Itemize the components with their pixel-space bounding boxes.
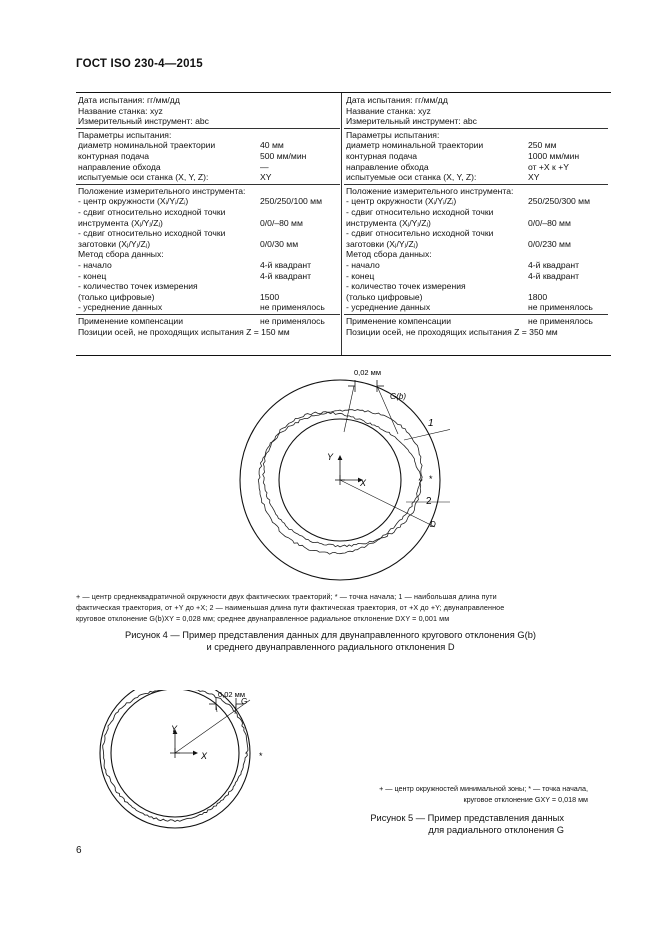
table-cell-label: Название станка: xyz [78, 105, 163, 116]
table-cell-label: - сдвиг относительно исходной точки [78, 228, 226, 239]
table-row [78, 130, 338, 141]
table-block-separator [76, 184, 340, 185]
table-cell-value: 500 мм/мин [260, 151, 307, 161]
figure-4-caption-line-2: и среднего двунаправленного радиального отклонения D [206, 642, 455, 652]
table-cell-label: - сдвиг относительно исходной точки [78, 207, 226, 217]
figure-4-legend [76, 591, 616, 624]
table-row [346, 327, 606, 338]
figure-4-axis-x: X [360, 478, 367, 488]
figure-4-start-marker: * [429, 474, 433, 484]
figure-4-scale-label: 0,02 мм [354, 368, 381, 377]
table-row [346, 228, 606, 239]
test-parameters-table [76, 92, 611, 356]
table-row [78, 186, 338, 197]
table-cell-label: - начало [346, 260, 380, 270]
table-cell-value: XY [260, 172, 272, 183]
figure-5-caption-line-2: для радиального отклонения G [428, 825, 564, 835]
table-cell-label: направление обхода [346, 161, 429, 172]
figure-4-label-gb: G(b) [390, 392, 406, 401]
table-cell-label: - усреднение данных [346, 302, 431, 313]
table-row [346, 196, 606, 207]
table-cell-value: 0/0/–80 мм [260, 217, 303, 228]
table-row [78, 140, 338, 151]
page-number: 6 [76, 845, 82, 856]
table-block-separator [76, 314, 340, 315]
figure-5-caption [310, 812, 564, 836]
table-block-separator [76, 128, 340, 129]
figure-4-legend-line-2: фактическая траектория, от +Y до +X; 2 — наименьшая длина пути фактическая траектория, от +X до +Y; двунаправленное [76, 603, 505, 612]
table-row [346, 116, 606, 127]
table-cell-value: 1500 [260, 291, 280, 302]
table-cell-label: - конец [78, 270, 107, 281]
table-cell-label: Измерительный инструмент: abc [78, 116, 209, 127]
table-row [78, 249, 338, 260]
table-cell-value: 4-й квадрант [528, 260, 580, 270]
document-header: ГОСТ ISO 230-4—2015 [76, 58, 203, 70]
table-cell-label: - усреднение данных [78, 302, 163, 313]
table-cell-value: не применялось [528, 316, 593, 326]
table-cell-label: (только цифровые) [346, 291, 423, 302]
figure-4-label-1: 1 [428, 418, 434, 429]
table-row [78, 228, 338, 239]
figure-5-axis-y: Y [171, 724, 178, 734]
table-row [346, 260, 606, 271]
table-cell-value: 0/0/30 мм [260, 238, 299, 249]
table-row [78, 292, 338, 303]
table-row [346, 186, 606, 197]
figure-5-legend [300, 783, 588, 805]
table-cell-label: - сдвиг относительно исходной точки [346, 228, 494, 239]
table-cell-label: Положение измерительного инструмента: [78, 185, 246, 196]
table-cell-label: контурная подача [346, 151, 418, 161]
table-row [78, 302, 338, 313]
figure-4-label-2: 2 [426, 496, 432, 507]
table-row [346, 162, 606, 173]
table-cell-value: 4-й квадрант [260, 270, 312, 281]
table-block-separator [344, 128, 608, 129]
table-row [78, 260, 338, 271]
table-cell-value: XY [528, 172, 540, 183]
table-row [78, 281, 338, 292]
table-row [346, 106, 606, 117]
table-cell-label: Название станка: xyz [346, 105, 431, 116]
table-cell-label: - сдвиг относительно исходной точки [346, 207, 494, 217]
table-row [346, 172, 606, 183]
table-row [346, 130, 606, 141]
table-row [346, 281, 606, 292]
table-cell-label: Применение компенсации [346, 316, 452, 326]
table-cell-label: диаметр номинальной траектории [346, 140, 484, 151]
table-cell-label: Дата испытания: гг/мм/дд [78, 95, 180, 105]
table-row [346, 239, 606, 250]
figure-4-label-d: D [430, 520, 436, 529]
table-cell-label: направление обхода [78, 161, 161, 172]
table-cell-label: Позиции осей, не проходящих испытания Z = 150 мм [78, 326, 290, 337]
table-cell-value: — [260, 161, 269, 172]
table-cell-label: Позиции осей, не проходящих испытания Z = 350 мм [346, 326, 558, 337]
table-cell-value: 0/0/230 мм [528, 238, 571, 249]
table-row [78, 106, 338, 117]
table-cell-label: - начало [78, 260, 112, 270]
figure-5-caption-line-1: Рисунок 5 — Пример представления данных [370, 813, 564, 823]
table-cell-label: - центр окружности (Xᵢ/Yᵢ/Zᵢ) [346, 196, 457, 207]
table-block-separator [344, 184, 608, 185]
figure-4-axis-y: Y [327, 452, 334, 462]
table-cell-value: не применялось [260, 316, 325, 326]
table-row [346, 207, 606, 218]
table-cell-label: Применение компенсации [78, 316, 184, 326]
table-row [78, 207, 338, 218]
table-cell-value: 4-й квадрант [528, 270, 580, 281]
table-cell-label: Параметры испытания: [346, 129, 440, 140]
figure-5-start-marker: * [259, 751, 263, 761]
figure-4-caption-line-1: Рисунок 4 — Пример представления данных для двунаправленного кругового отклонения G(b) [125, 630, 536, 640]
table-cell-label: Положение измерительного инструмента: [346, 185, 514, 196]
table-row [78, 116, 338, 127]
figure-5-legend-line-2: круговое отклонение GXY = 0,018 мм [463, 795, 588, 804]
table-cell-value: 250/250/100 мм [260, 196, 322, 207]
table-row [78, 316, 338, 327]
figure-5-axes [170, 724, 208, 761]
table-row [346, 95, 606, 106]
table-cell-label: (только цифровые) [78, 291, 155, 302]
table-cell-label: Метод сбора данных: [346, 249, 432, 260]
table-cell-label: контурная подача [78, 151, 150, 161]
figure-5-axis-x: X [201, 751, 208, 761]
table-row [78, 95, 338, 106]
table-row [78, 327, 338, 338]
figure-4-legend-line-3: круговое отклонение G(b)XY = 0,028 мм; среднее двунаправленное радиальное отклонение DXY = 0,001 мм [76, 614, 450, 623]
table-cell-label: Метод сбора данных: [78, 249, 164, 260]
figure-4-axes [327, 452, 367, 488]
table-row [78, 196, 338, 207]
table-cell-value: 1000 мм/мин [528, 151, 580, 161]
figure-5-legend-line-1: + — центр окружностей минимальной зоны; * — точка начала, [379, 784, 588, 793]
table-row [346, 302, 606, 313]
table-cell-label: заготовки (Xⱼ/Yⱼ/Zⱼ) [78, 238, 151, 249]
table-cell-label: Измерительный инструмент: abc [346, 116, 477, 127]
figure-5-outer-circle [100, 690, 250, 828]
table-row [78, 271, 338, 282]
table-cell-value: не применялось [260, 302, 325, 313]
table-row [78, 172, 338, 183]
table-cell-label: заготовки (Xⱼ/Yⱼ/Zⱼ) [346, 238, 419, 249]
table-cell-value: 40 мм [260, 140, 284, 151]
table-row [78, 151, 338, 162]
table-cell-value: 0/0/–80 мм [528, 217, 571, 228]
table-row [346, 249, 606, 260]
table-row [346, 292, 606, 303]
table-cell-label: Дата испытания: гг/мм/дд [346, 95, 448, 105]
table-cell-value: от +X к +Y [528, 161, 569, 172]
table-divider [341, 93, 342, 355]
table-cell-label: инструмента (Xⱼ/Yⱼ/Zⱼ) [78, 217, 163, 228]
table-cell-value: 1800 [528, 291, 548, 302]
table-cell-label: - конец [346, 270, 375, 281]
table-cell-value: 250/250/300 мм [528, 196, 590, 207]
table-row [346, 140, 606, 151]
figure-5-scale-label: 0,02 мм [218, 690, 245, 699]
table-row [346, 151, 606, 162]
table-row [346, 271, 606, 282]
figure-4-legend-line-1: + — центр среднеквадратичной окружности двух фактических траекторий; * — точка начала; 1 — наибольшая длина пути [76, 592, 497, 601]
figure-5-diagram [95, 690, 285, 840]
table-block-separator [344, 314, 608, 315]
table-cell-label: диаметр номинальной траектории [78, 140, 216, 151]
table-cell-value: 250 мм [528, 140, 557, 151]
table-row [78, 239, 338, 250]
table-cell-label: - центр окружности (Xᵢ/Yᵢ/Zᵢ) [78, 196, 189, 207]
figure-5-label-g: G [241, 697, 248, 706]
table-cell-value: 4-й квадрант [260, 260, 312, 270]
table-cell-value: не применялось [528, 302, 593, 313]
figure-4-diagram [230, 362, 450, 582]
table-cell-label: Параметры испытания: [78, 129, 172, 140]
table-cell-label: испытуемые оси станка (X, Y, Z): [346, 172, 477, 183]
table-cell-label: - количество точек измерения [78, 281, 198, 292]
table-row [346, 218, 606, 229]
table-row [78, 218, 338, 229]
table-row [78, 162, 338, 173]
table-cell-label: - количество точек измерения [346, 281, 466, 292]
table-row [346, 316, 606, 327]
table-cell-label: инструмента (Xⱼ/Yⱼ/Zⱼ) [346, 217, 431, 228]
table-cell-label: испытуемые оси станка (X, Y, Z): [78, 172, 209, 183]
